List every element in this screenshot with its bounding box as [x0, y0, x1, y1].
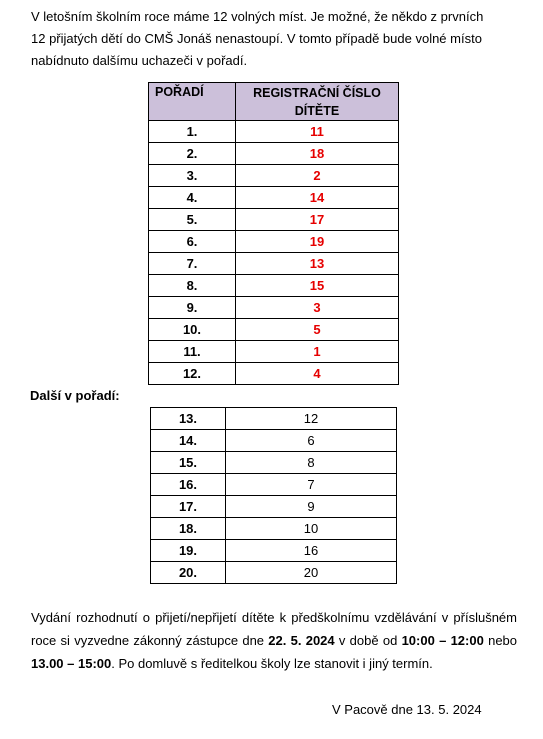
intro-line: 12 přijatých dětí do CMŠ Jonáš nenastoupí. V tomto případě bude volné místo: [31, 31, 482, 46]
order-cell: 9.: [149, 297, 236, 319]
table-row: [151, 518, 397, 540]
order-cell: 13.: [151, 408, 226, 430]
next-in-order-label: Další v pořadí:: [30, 388, 120, 403]
pickup-date: 22. 5. 2024: [268, 633, 335, 648]
registration-number-cell: 2: [236, 165, 399, 187]
intro-paragraph: [31, 6, 521, 72]
intro-line: V letošním školním roce máme 12 volných míst. Je možné, že někdo z prvních: [31, 9, 484, 24]
registration-number-cell: 12: [226, 408, 397, 430]
registration-number-cell: 3: [236, 297, 399, 319]
outro-text: nebo: [483, 633, 518, 648]
registration-number-cell: 4: [236, 363, 399, 385]
table-row: [151, 408, 397, 430]
order-cell: 1.: [149, 121, 236, 143]
order-cell: 4.: [149, 187, 236, 209]
table-row: [149, 209, 399, 231]
order-cell: 18.: [151, 518, 226, 540]
outro-text: . Po domluvě s ředitelkou školy lze stanovit i jiný termín.: [111, 656, 433, 671]
table-row: [149, 231, 399, 253]
table-row: [149, 165, 399, 187]
registration-number-cell: 17: [236, 209, 399, 231]
header-registration-number: REGISTRAČNÍ ČÍSLO DÍTĚTE: [236, 83, 399, 121]
order-cell: 8.: [149, 275, 236, 297]
order-cell: 19.: [151, 540, 226, 562]
order-cell: 10.: [149, 319, 236, 341]
registration-number-cell: 20: [226, 562, 397, 584]
table-header-row: [149, 83, 399, 121]
order-cell: 12.: [149, 363, 236, 385]
order-cell: 20.: [151, 562, 226, 584]
pickup-time-afternoon: 13.00 – 15:00: [31, 656, 112, 671]
registration-number-cell: 15: [236, 275, 399, 297]
registration-number-cell: 8: [226, 452, 397, 474]
order-cell: 2.: [149, 143, 236, 165]
registration-number-cell: 16: [226, 540, 397, 562]
order-cell: 17.: [151, 496, 226, 518]
intro-line: nabídnuto dalšímu uchazeči v pořadí.: [31, 53, 248, 68]
registration-number-cell: 14: [236, 187, 399, 209]
order-cell: 6.: [149, 231, 236, 253]
registration-number-cell: 10: [226, 518, 397, 540]
registration-number-cell: 6: [226, 430, 397, 452]
registration-number-cell: 18: [236, 143, 399, 165]
order-cell: 11.: [149, 341, 236, 363]
registration-number-cell: 5: [236, 319, 399, 341]
table-row: [149, 363, 399, 385]
waiting-list-table: [150, 407, 397, 584]
registration-number-cell: 1: [236, 341, 399, 363]
place-and-date: V Pacově dne 13. 5. 2024: [332, 702, 482, 717]
table-row: [149, 253, 399, 275]
table-row: [149, 297, 399, 319]
order-cell: 16.: [151, 474, 226, 496]
registration-number-cell: 7: [226, 474, 397, 496]
table-row: [149, 121, 399, 143]
order-cell: 14.: [151, 430, 226, 452]
registration-number-cell: 19: [236, 231, 399, 253]
table-row: [149, 275, 399, 297]
table-row: [149, 143, 399, 165]
table-row: [149, 319, 399, 341]
table-row: [151, 562, 397, 584]
order-cell: 7.: [149, 253, 236, 275]
table-row: [149, 187, 399, 209]
table-row: [151, 540, 397, 562]
pickup-paragraph: [31, 606, 517, 675]
table-row: [151, 474, 397, 496]
registration-number-cell: 11: [236, 121, 399, 143]
registration-number-cell: 9: [226, 496, 397, 518]
table-row: [149, 341, 399, 363]
order-cell: 3.: [149, 165, 236, 187]
table-row: [151, 430, 397, 452]
registration-number-cell: 13: [236, 253, 399, 275]
admitted-table: [148, 82, 399, 385]
header-order: POŘADÍ: [149, 83, 236, 121]
outro-text: v době od: [334, 633, 402, 648]
order-cell: 15.: [151, 452, 226, 474]
table-row: [151, 496, 397, 518]
order-cell: 5.: [149, 209, 236, 231]
pickup-time-morning: 10:00 – 12:00: [401, 633, 484, 648]
table-row: [151, 452, 397, 474]
outro-text: Vydání rozhodnutí o přijetí/nepřijetí dítěte k předškolnímu vzdělávání v příslušném roce si vyzvedne zákonný zástupce dne: [31, 610, 517, 648]
